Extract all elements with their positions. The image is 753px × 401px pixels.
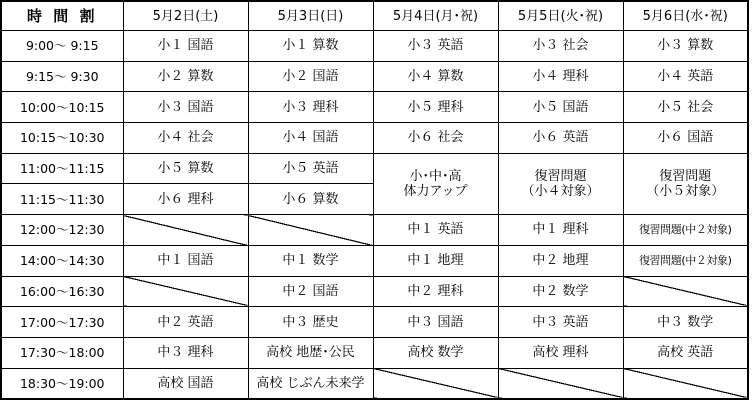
class-cell: 小３ 理科 [248,92,373,123]
table-row [1,123,748,154]
table-row [1,153,748,184]
class-cell: 小２ 算数 [123,61,248,92]
time-slot: 16:00～16:30 [1,276,123,307]
table-row [1,245,748,276]
empty-slot [123,215,248,246]
review-session-cell: 復習問題 （小５対象） [623,153,748,214]
empty-slot [498,368,623,399]
empty-slot [623,368,748,399]
table-row [1,61,748,92]
class-cell: 中３ 理科 [123,337,248,368]
class-cell: 小３ 算数 [623,31,748,62]
class-cell: 小６ 理科 [123,184,248,215]
class-cell: 小１ 算数 [248,31,373,62]
class-cell: 高校 国語 [123,368,248,399]
header-row [1,1,748,31]
time-slot: 17:30～18:00 [1,337,123,368]
class-cell: 復習問題(中２対象) [623,215,748,246]
empty-slot [248,215,373,246]
class-cell: 小４ 英語 [623,61,748,92]
class-cell: 小５ 理科 [373,92,498,123]
class-cell: 復習問題(中２対象) [623,245,748,276]
class-cell: 中１ 英語 [373,215,498,246]
time-slot: 12:00～12:30 [1,215,123,246]
class-cell: 中３ 数学 [623,307,748,338]
class-cell: 中３ 英語 [498,307,623,338]
class-cell: 小２ 国語 [248,61,373,92]
class-cell: 高校 じぶん未来学 [248,368,373,399]
time-slot: 11:00～11:15 [1,153,123,184]
class-cell: 高校 数学 [373,337,498,368]
day-header: 5月6日(水･祝) [623,1,748,31]
time-slot: 14:00～14:30 [1,245,123,276]
class-cell: 高校 理科 [498,337,623,368]
empty-slot [623,276,748,307]
class-cell: 中１ 地理 [373,245,498,276]
class-cell: 中３ 国語 [373,307,498,338]
class-cell: 小３ 社会 [498,31,623,62]
class-cell: 中２ 国語 [248,276,373,307]
class-cell: 中３ 歴史 [248,307,373,338]
class-cell: 小１ 国語 [123,31,248,62]
class-cell: 小５ 国語 [498,92,623,123]
class-cell: 小６ 算数 [248,184,373,215]
empty-slot [373,368,498,399]
day-header: 5月2日(土) [123,1,248,31]
class-cell: 中２ 地理 [498,245,623,276]
class-cell: 小５ 算数 [123,153,248,184]
class-cell: 小４ 社会 [123,123,248,154]
review-session-cell: 復習問題 （小４対象） [498,153,623,214]
table-row [1,307,748,338]
timetable-title: 時 間 割 [1,1,123,31]
time-slot: 11:15～11:30 [1,184,123,215]
class-cell: 中１ 数学 [248,245,373,276]
class-cell: 小４ 理科 [498,61,623,92]
table-row [1,276,748,307]
class-cell: 小６ 社会 [373,123,498,154]
table-row [1,92,748,123]
table-row [1,215,748,246]
class-cell: 小５ 英語 [248,153,373,184]
class-cell: 小４ 算数 [373,61,498,92]
class-cell: 中２ 英語 [123,307,248,338]
class-cell: 小６ 英語 [498,123,623,154]
class-cell: 小３ 国語 [123,92,248,123]
class-cell: 中１ 国語 [123,245,248,276]
time-slot: 9:15～ 9:30 [1,61,123,92]
time-slot: 17:00～17:30 [1,307,123,338]
class-cell: 小６ 国語 [623,123,748,154]
class-cell: 高校 英語 [623,337,748,368]
class-cell: 中２ 理科 [373,276,498,307]
time-slot: 18:30～19:00 [1,368,123,399]
class-cell: 小３ 英語 [373,31,498,62]
day-header: 5月3日(日) [248,1,373,31]
day-header: 5月5日(火･祝) [498,1,623,31]
class-cell: 高校 地歴･公民 [248,337,373,368]
day-header: 5月4日(月･祝) [373,1,498,31]
time-slot: 9:00～ 9:15 [1,31,123,62]
time-slot: 10:00～10:15 [1,92,123,123]
table-row [1,31,748,62]
fitness-session-cell: 小･中･高 体力アップ [373,153,498,214]
class-cell: 中２ 数学 [498,276,623,307]
class-cell: 中１ 理科 [498,215,623,246]
table-row [1,337,748,368]
class-cell: 小４ 国語 [248,123,373,154]
table-row [1,368,748,399]
class-cell: 小５ 社会 [623,92,748,123]
empty-slot [123,276,248,307]
time-slot: 10:15～10:30 [1,123,123,154]
